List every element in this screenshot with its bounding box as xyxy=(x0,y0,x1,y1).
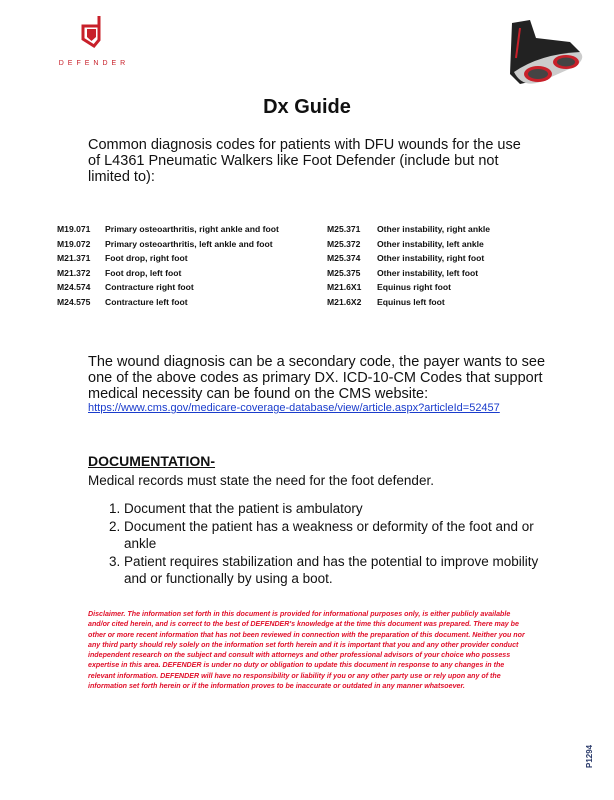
list-item: 1. Document that the patient is ambulatory xyxy=(124,500,544,517)
code: M24.575 xyxy=(57,296,91,307)
code: M24.574 xyxy=(57,282,91,293)
code: M25.374 xyxy=(327,253,361,264)
defender-logo xyxy=(52,14,136,67)
secondary-text: The wound diagnosis can be a secondary code, the payer wants to see one of the above codes as primary DX. ICD-10-CM Codes that support medical necessity can be found on the CMS website: xyxy=(88,354,546,402)
intro-text: Common diagnosis codes for patients with DFU wounds for the use of L4361 Pneumatic Walkers like Foot Defender (include but not limited to): xyxy=(88,137,521,185)
code-desc: Other instability, left ankle xyxy=(377,238,484,249)
documentation-heading: DOCUMENTATION- xyxy=(88,453,216,469)
code: M25.375 xyxy=(327,267,361,278)
cms-link[interactable]: https://www.cms.gov/medicare-coverage-database/view/article.aspx?articleId=52457 xyxy=(88,402,500,414)
list-item: 3. Patient requires stabilization and has the potential to improve mobility and or functionally by using a boot. xyxy=(124,553,544,587)
code: M25.371 xyxy=(327,224,361,235)
code-desc: Equinus right foot xyxy=(377,282,451,293)
brand-name: DEFENDER xyxy=(58,60,130,67)
secondary-code-note xyxy=(88,354,558,415)
list-item: 2. Document the patient has a weakness or deformity of the foot and or ankle xyxy=(124,518,544,552)
documentation-text: Medical records must state the need for the foot defender. xyxy=(88,473,434,488)
code-desc: Foot drop, right foot xyxy=(105,253,188,264)
code-desc: Primary osteoarthritis, left ankle and foot xyxy=(105,238,273,249)
page-title: Dx Guide xyxy=(263,96,351,118)
code-desc: Contracture right foot xyxy=(105,282,194,293)
code: M25.372 xyxy=(327,238,361,249)
documentation-list xyxy=(88,500,544,588)
code-desc: Other instability, right ankle xyxy=(377,224,491,235)
code: M21.371 xyxy=(57,253,91,264)
code-desc: Other instability, left foot xyxy=(377,267,479,278)
code: M21.372 xyxy=(57,267,91,278)
disclaimer: Disclaimer. The information set forth in this document is provided for informational purposes only, is either publicly available and/or cited herein, and is correct to the best of DEFENDER's knowledge at the time this document was prepared. There may be other or more recent information that has not been reviewed in connection with the preparation of this document. Neither you nor any third party should rely solely on the information set forth herein and it is important that you and any other provider conduct independent research on the subject and consult with attorneys and other professional advisors of your choice who possess expertise in this area. DEFENDER is under no duty or obligation to update this document in response to any changes in the relevant information. DEFENDER will have no responsibility or liability if you or any other party use or rely upon any of the information set forth herein or if the information proves to be inaccurate or outdated in any manner whatsoever. xyxy=(88,610,525,691)
code: M21.6X1 xyxy=(327,282,362,293)
code-desc: Foot drop, left foot xyxy=(105,267,182,278)
page-id: P1294 xyxy=(585,744,594,768)
code-desc: Other instability, right foot xyxy=(377,253,485,264)
boot-product-image xyxy=(500,8,590,93)
code: M19.072 xyxy=(57,238,91,249)
code-desc: Primary osteoarthritis, right ankle and foot xyxy=(105,224,279,235)
code: M19.071 xyxy=(57,224,91,235)
code-desc: Contracture left foot xyxy=(105,296,188,307)
diagnosis-code-table xyxy=(57,222,490,309)
shield-d-icon xyxy=(79,14,109,54)
code-desc: Equinus left foot xyxy=(377,296,445,307)
code: M21.6X2 xyxy=(327,296,362,307)
